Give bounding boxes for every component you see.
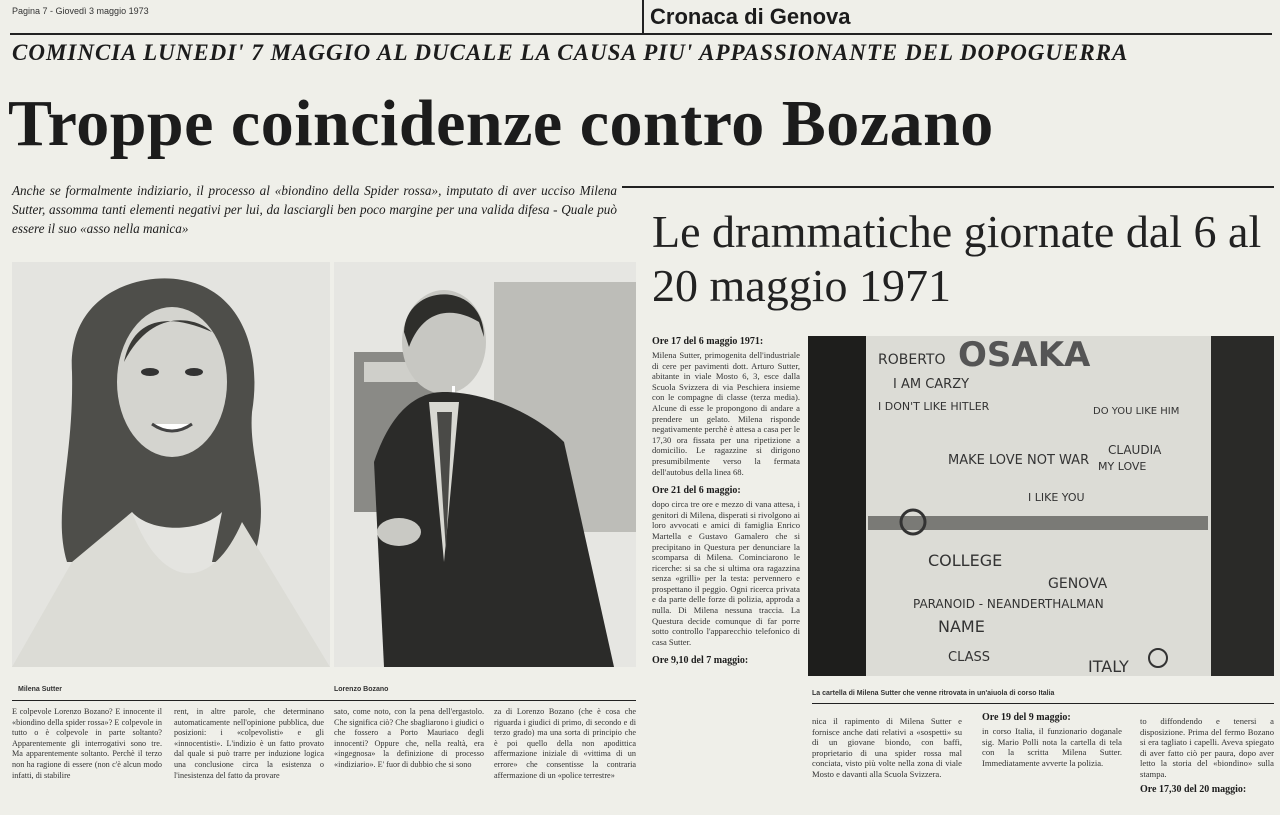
graffiti-paranoid: PARANOID - NEANDERTHALMAN <box>913 597 1104 611</box>
timeline-label: Ore 17,30 del 20 maggio: <box>1140 783 1247 795</box>
head-divider <box>642 0 644 34</box>
graffiti-mylove: MY LOVE <box>1098 460 1147 473</box>
photo-bottom-rule <box>12 700 636 701</box>
timeline-label: Ore 9,10 del 7 maggio: <box>652 655 749 667</box>
body-column-4: za di Lorenzo Bozano (che è cosa che riguarda i giudici di primo, di secondo e di terzo grado) ma una sorta di principio che è poi quello della non apodittica affermazione iniziale di «vittima di un errore» che consentisse la contraria affermazione di un «police terrestre» <box>494 707 636 780</box>
headline: Troppe coincidenze contro Bozano <box>8 87 994 160</box>
graffiti-class: CLASS <box>948 650 991 665</box>
graffiti-genova: GENOVA <box>1048 576 1108 592</box>
graffiti-likeyou: I LIKE YOU <box>1028 491 1085 504</box>
timeline-text: Milena Sutter, primogenita dell'industriale di cere per pavimenti dott. Arturo Sutter, abitante in viale Mosto 6, 3, esce dalla Scuola Svizzera di via Peschiera insieme con le compagne di classe (terza media). Alcune di esse le propongono di andare a prendere un gelato. Milena risponde negativamente perchè è attesa a casa per le 17,30 ora fissata per una ripetizione a domicilio. Le ragazzine si dirigono presumibilmente verso la fermata dell'autobus della linea 68. <box>652 350 800 477</box>
cartella-bottom-rule <box>812 703 1274 704</box>
caption-left: Milena Sutter <box>18 686 62 693</box>
timeline-text: dopo circa tre ore e mezzo di vana attesa, i genitori di Milena, disperati si rivolgono ai loro avvocati e amici di famiglia Enrico Martella e Gustavo Gamalero che si precipitano in Questura per denunciare la scomparsa di Milena. Cominciarono le ricerche: si sa che si ultima ora ragazzina senza «grilli» per la testa: pervennero e prospettano il peggio. Ogni ricerca privata e da parte delle forze di polizia, approda a nulla. Di Milena nessuna traccia. La Questura decide comunque di far porre sotto controllo l'apparecchio telefonico di casa Sutter. <box>652 499 800 647</box>
running-head: Pagina 7 - Giovedì 3 maggio 1973 <box>12 6 149 16</box>
top-rule <box>10 33 1272 35</box>
deck: Anche se formalmente indiziario, il processo al «biondino della Spider rossa», imputato di aver ucciso Milena Sutter, assomma tanti elementi negativi per lui, da lasciargli ben poco margine per una valida difesa - Quale può essere il suo «asso nella manica» <box>12 183 617 236</box>
timeline-label: Ore 21 del 6 maggio: <box>652 485 741 497</box>
timeline-column-3 <box>982 712 1122 815</box>
caption-right: Lorenzo Bozano <box>334 686 389 693</box>
section-title: Cronaca di Genova <box>650 4 851 29</box>
timeline-column-2: nica il rapimento di Milena Sutter e fornisce anche dati relativi a «sospetti» su di un giovane biondo, con baffi, proprietario di una spider rossa mal conciata, visto più volte nella zona di viale Mosto e davanti alla Scuola Svizzera. <box>812 716 962 779</box>
photo-milena <box>12 262 330 667</box>
right-top-rule <box>622 186 1274 188</box>
timeline-column-4 <box>1140 716 1274 815</box>
body-column-1: E colpevole Lorenzo Bozano? E innocente il «biondino della spider rossa»? E colpevole in tutto o è colpevole in parte soltanto? Apparentemente gli interrogativi sono tre. Ma apparentemente soltanto. Perchè il terzo non ha ragione di essere (non c'è alcun modo infatti, di stabilire <box>12 707 162 780</box>
graffiti-crazy: I AM CARZY <box>893 377 970 392</box>
timeline-text: in corso Italia, il funzionario doganale sig. Mario Polli nota la cartella di tela con la scritta Milena Sutter. Immediatamente avverte la polizia. <box>982 726 1122 768</box>
graffiti-italy: ITALY <box>1088 657 1129 676</box>
photo-cartella <box>808 336 1274 676</box>
graffiti-claudia: CLAUDIA <box>1108 443 1162 457</box>
graffiti-osaka: OSAKA <box>958 336 1091 375</box>
kicker: COMINCIA LUNEDI' 7 MAGGIO AL DUCALE LA CAUSA PIU' APPASSIONANTE DEL DOPOGUERRA <box>12 40 1129 65</box>
graffiti-likehim: DO YOU LIKE HIM <box>1093 406 1180 417</box>
timeline-column-1 <box>652 336 800 815</box>
timeline-text: to diffondendo e tenersi a disposizione. Prima del fermo Bozano si era tagliato i capelli. Aveva spiegato di aver fatto ciò per paura, dopo aver letto la storia del «biondino» sulla stampa. <box>1140 716 1274 779</box>
caption-cartella: La cartella di Milena Sutter che venne ritrovata in un'aiuola di corso Italia <box>812 690 1055 697</box>
timeline-label: Ore 19 del 9 maggio: <box>982 712 1071 723</box>
timeline-label: Ore 17 del 6 maggio 1971: <box>652 336 764 347</box>
graffiti-name: NAME <box>938 617 985 636</box>
body-column-3: sato, come noto, con la pena dell'ergastolo. Che significa ciò? Che sbagliarono i giudici o che fossero a Porto Mauriaco degli innocenti? Oppure che, nella realtà, era «ingegnosa» la definizione di processo «indiziario». E' fuor di dubbio che si sono <box>334 707 484 769</box>
right-article-title: Le drammatiche giornate dal 6 al 20 maggio 1971 <box>652 206 1262 311</box>
graffiti-makelove: MAKE LOVE NOT WAR <box>948 453 1090 468</box>
graffiti-roberto: ROBERTO <box>878 352 946 368</box>
photo-bozano <box>334 262 636 667</box>
graffiti-college: COLLEGE <box>928 551 1003 570</box>
body-column-2: rent, in altre parole, che determinano automaticamente nell'opinione pubblica, due posizioni: i «colpevolisti» e gli «innocentisti». L'indizio è un fatto provato dal quale si può trarre per induzione logica una conclusione circa la esistenza o l'inesistenza del fatto da provare <box>174 707 324 780</box>
graffiti-hitler: I DON'T LIKE HITLER <box>878 400 990 413</box>
